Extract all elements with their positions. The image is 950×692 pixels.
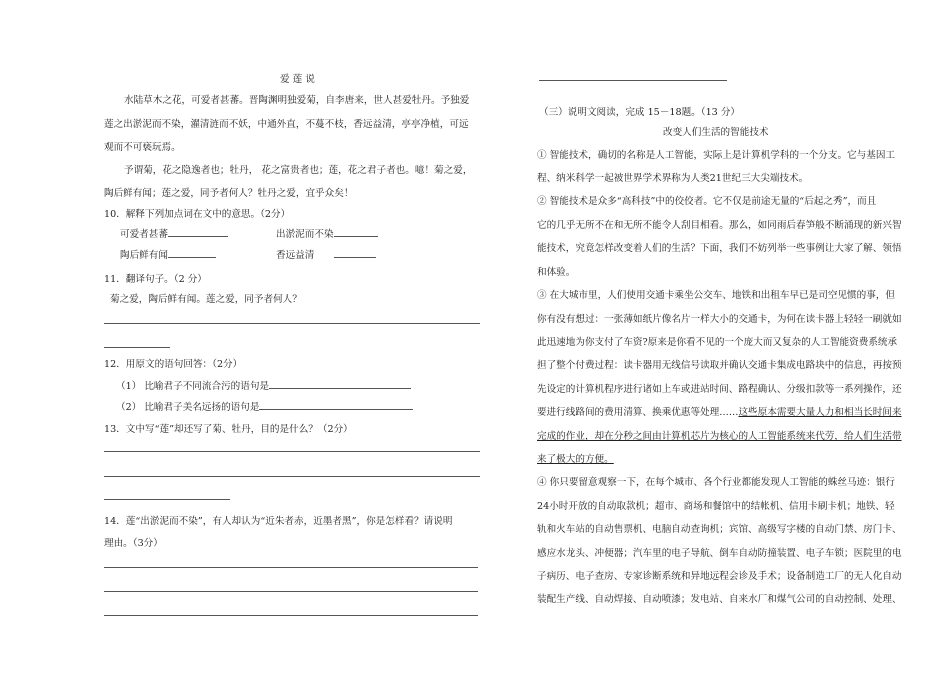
answer-line[interactable] <box>104 567 478 568</box>
underlined-sentence: 这些原本需要大量人力和相当长时间来 <box>738 407 902 418</box>
article-line <box>537 406 902 419</box>
underlined-sentence: 完成的作业，却在分秒之间由计算机芯片为核心的人工智能系统来代劳，给人们生活带 <box>537 431 902 442</box>
q10-word: 出淤泥而不染 <box>276 229 334 240</box>
answer-line[interactable] <box>539 80 727 81</box>
q12-item <box>116 401 413 414</box>
q12-prompt: （1） 比喻君子不同流合污的语句是 <box>116 381 270 392</box>
answer-blank[interactable] <box>259 409 413 410</box>
article-line: ① 智能技术，确切的名称是人工智能，实际上是计算机学科的一个分支。它与基因工 <box>537 150 896 161</box>
article-line: 担了整个付费过程：读卡器用无线信号读取并确认交通卡集成电路块中的信息，再按预 <box>537 360 902 371</box>
answer-line[interactable] <box>104 323 480 324</box>
question-10-stem: 10．解释下列加点词在文中的意思。（2分） <box>104 209 291 220</box>
article-line: 轨和火车站的自动售票机、电脑自动查询机；宾馆、高级写字楼的自动门禁、房门卡、 <box>537 524 902 535</box>
passage-line: 陶后鲜有闻；莲之爱，同予者何人？牡丹之爱，宜乎众矣！ <box>104 188 354 199</box>
article-line: 和体验。 <box>537 267 576 278</box>
underlined-sentence: 来了极大的方便。 <box>537 454 614 465</box>
q10-item <box>120 228 228 241</box>
article-text: 要进行线路间的费用清算、换乘优惠等处理…… <box>537 407 739 418</box>
q10-item <box>276 228 378 241</box>
passage-line: 予谓菊，花之隐逸者也；牡丹， 花之富贵者也；莲，花之君子者也。噫！菊之爱， <box>124 165 473 176</box>
answer-line[interactable] <box>104 499 230 500</box>
section-heading: （三）说明文阅读，完成 15－18题。（13 分） <box>539 107 741 118</box>
article-line: 装配生产线、自动焊接、自动喷漆；发电站、自来水厂和煤气公司的自动控制、处理、 <box>537 594 902 605</box>
q10-item <box>276 249 376 262</box>
article-line: 它的几乎无所不在和无所不能令人刮目相看。那么，如同雨后春笋般不断涌现的新兴智 <box>537 220 902 231</box>
article-line: 此迅速地为你支付了车资?原来是你看不见的一个庞大而又复杂的人工智能资费系统承 <box>537 337 898 348</box>
passage-line: 观而不可亵玩焉。 <box>104 142 181 153</box>
answer-blank[interactable] <box>269 388 411 389</box>
article-title: 改变人们生活的智能技术 <box>663 127 769 138</box>
q12-prompt: （2） 比喻君子美名远扬的语句是 <box>116 402 260 413</box>
article-line: ④ 你只要留意观察一下，在每个城市、各个行业都能发现人工智能的蛛丝马迹：银行 <box>537 477 896 488</box>
answer-blank[interactable] <box>334 236 378 237</box>
answer-blank[interactable] <box>334 257 376 258</box>
answer-line[interactable] <box>104 615 478 616</box>
passage-line: 水陆草木之花，可爱者甚蕃。晋陶渊明独爱菊，自李唐来，世人甚爱牡丹。予独爱 <box>124 95 470 106</box>
q10-item <box>120 249 216 262</box>
q10-word: 香远益清 <box>276 250 315 261</box>
poem-title: 爱 莲 说 <box>280 74 315 85</box>
answer-blank[interactable] <box>168 236 228 237</box>
question-11-stem: 11．翻译句子。（2 分） <box>104 274 207 285</box>
article-line: 感应水龙头、冲便器；汽车里的电子导航、倒车自动防撞装置、电子车锁；医院里的电 <box>537 548 902 559</box>
article-line: 程、纳米科学一起被世界学术界称为人类21世纪三大尖端技术。 <box>537 173 809 184</box>
article-line: 你有没有想过：一张薄如纸片像名片一样大小的交通卡，为何在读卡器上轻轻一刷就如 <box>537 314 902 325</box>
question-14-stem: 14．莲“出淤泥而不染”，有人却认为“近朱者赤，近墨者黑”，你是怎样看？请说明 <box>104 516 453 527</box>
answer-line[interactable] <box>104 451 480 452</box>
answer-blank[interactable] <box>168 257 216 258</box>
question-14-stem: 理由。（3分） <box>104 538 163 549</box>
article-line: 先设定的计算机程序进行诸如上车或进站时间、路程确认、分级扣款等一系列操作，还 <box>537 384 902 395</box>
passage-line: 莲之出淤泥而不染，濯清涟而不妖，中通外直，不蔓不枝，香远益清，亭亭净植，可远 <box>104 119 469 130</box>
q12-item <box>116 380 411 393</box>
answer-line[interactable] <box>104 591 478 592</box>
q11-sentence: 菊之爱，陶后鲜有闻。莲之爱，同予者何人？ <box>110 294 302 305</box>
article-line: ③ 在大城市里，人们使用交通卡乘坐公交车、地铁和出租车早已是司空见惯的事，但 <box>537 290 896 301</box>
answer-line[interactable] <box>104 476 480 477</box>
question-12-stem: 12．用原文的语句回答：（2分） <box>104 359 243 370</box>
q10-word: 陶后鲜有闻 <box>120 250 168 261</box>
article-line: 能技术，究竟怎样改变着人们的生活？下面，我们不妨列举一些事例让大家了解、领悟 <box>537 243 902 254</box>
question-13-stem: 13．文中写“莲”却还写了菊、牡丹，目的是什么？（2分） <box>104 424 353 435</box>
article-line: 24小时开放的自动取款机；超市、商场和餐馆中的结帐机、信用卡刷卡机；地铁、轻 <box>537 501 895 512</box>
article-line: 子病历、电子查房、专家诊断系统和异地远程会诊及手术；设备制造工厂的无人化自动 <box>537 571 902 582</box>
answer-line[interactable] <box>104 347 170 348</box>
q10-word: 可爱者甚蕃 <box>120 229 168 240</box>
article-line: ② 智能技术是众多“高科技”中的佼佼者。它不仅是前途无量的“后起之秀”，而且 <box>537 196 877 207</box>
